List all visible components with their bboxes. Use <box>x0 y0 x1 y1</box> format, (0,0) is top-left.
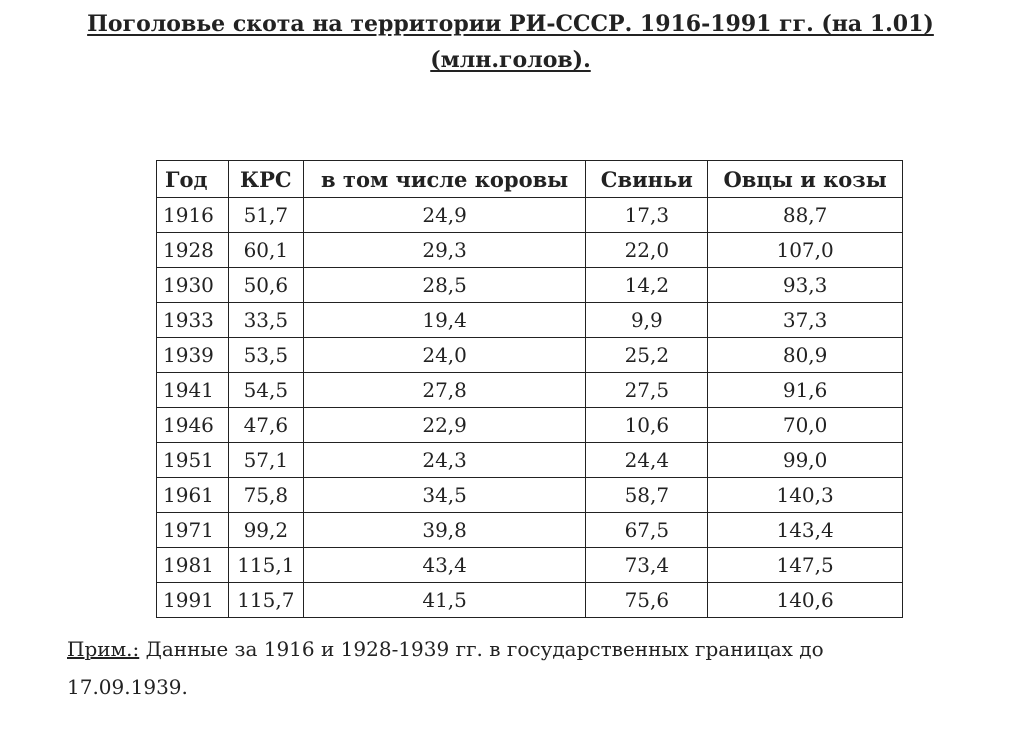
table-row <box>157 548 903 583</box>
cell-year: 1939 <box>157 338 229 373</box>
header-cattle: КРС <box>228 161 303 198</box>
cell-year: 1916 <box>157 198 229 233</box>
cell-cows: 27,8 <box>303 373 586 408</box>
footnote-label: Прим.: <box>67 637 140 661</box>
cell-sheep-goats: 70,0 <box>708 408 903 443</box>
cell-sheep-goats: 140,3 <box>708 478 903 513</box>
cell-cattle: 47,6 <box>228 408 303 443</box>
cell-sheep-goats: 80,9 <box>708 338 903 373</box>
cell-sheep-goats: 99,0 <box>708 443 903 478</box>
cell-sheep-goats: 37,3 <box>708 303 903 338</box>
cell-pigs: 10,6 <box>586 408 708 443</box>
cell-cattle: 51,7 <box>228 198 303 233</box>
table-row <box>157 303 903 338</box>
cell-sheep-goats: 107,0 <box>708 233 903 268</box>
cell-cows: 24,9 <box>303 198 586 233</box>
cell-year: 1971 <box>157 513 229 548</box>
cell-year: 1981 <box>157 548 229 583</box>
cell-year: 1951 <box>157 443 229 478</box>
cell-pigs: 67,5 <box>586 513 708 548</box>
header-cows: в том числе коровы <box>303 161 586 198</box>
table-row <box>157 338 903 373</box>
cell-cattle: 50,6 <box>228 268 303 303</box>
cell-year: 1961 <box>157 478 229 513</box>
cell-cattle: 57,1 <box>228 443 303 478</box>
cell-pigs: 25,2 <box>586 338 708 373</box>
table-row <box>157 583 903 618</box>
cell-cattle: 75,8 <box>228 478 303 513</box>
footnote-text: Данные за 1916 и 1928-1939 гг. в государственных границах до 17.09.1939. <box>67 637 824 699</box>
cell-cows: 28,5 <box>303 268 586 303</box>
cell-pigs: 75,6 <box>586 583 708 618</box>
cell-sheep-goats: 91,6 <box>708 373 903 408</box>
document-title-line1: Поголовье скота на территории РИ-СССР. 1916-1991 гг. (на 1.01) <box>87 11 934 37</box>
cell-year: 1930 <box>157 268 229 303</box>
header-year: Год <box>157 161 229 198</box>
table-row <box>157 198 903 233</box>
cell-sheep-goats: 93,3 <box>708 268 903 303</box>
cell-cows: 29,3 <box>303 233 586 268</box>
cell-pigs: 24,4 <box>586 443 708 478</box>
document-title-line2: (млн.голов). <box>430 47 591 73</box>
cell-pigs: 27,5 <box>586 373 708 408</box>
table-row <box>157 478 903 513</box>
header-sheep-goats: Овцы и козы <box>708 161 903 198</box>
cell-cattle: 60,1 <box>228 233 303 268</box>
cell-year: 1928 <box>157 233 229 268</box>
cell-cattle: 33,5 <box>228 303 303 338</box>
cell-cows: 24,3 <box>303 443 586 478</box>
cell-cattle: 53,5 <box>228 338 303 373</box>
cell-pigs: 22,0 <box>586 233 708 268</box>
cell-sheep-goats: 143,4 <box>708 513 903 548</box>
livestock-table <box>156 160 903 618</box>
cell-year: 1946 <box>157 408 229 443</box>
cell-cattle: 99,2 <box>228 513 303 548</box>
cell-pigs: 9,9 <box>586 303 708 338</box>
cell-sheep-goats: 140,6 <box>708 583 903 618</box>
cell-sheep-goats: 147,5 <box>708 548 903 583</box>
footnote <box>67 630 947 706</box>
cell-cows: 24,0 <box>303 338 586 373</box>
cell-cattle: 115,1 <box>228 548 303 583</box>
table-row <box>157 513 903 548</box>
cell-year: 1933 <box>157 303 229 338</box>
cell-year: 1941 <box>157 373 229 408</box>
cell-pigs: 14,2 <box>586 268 708 303</box>
table-row <box>157 373 903 408</box>
table-row <box>157 443 903 478</box>
cell-pigs: 58,7 <box>586 478 708 513</box>
table-row <box>157 268 903 303</box>
cell-pigs: 73,4 <box>586 548 708 583</box>
table-header-row <box>157 161 903 198</box>
cell-cows: 22,9 <box>303 408 586 443</box>
table-row <box>157 233 903 268</box>
table-row <box>157 408 903 443</box>
cell-cattle: 115,7 <box>228 583 303 618</box>
header-pigs: Свиньи <box>586 161 708 198</box>
cell-cows: 43,4 <box>303 548 586 583</box>
cell-cattle: 54,5 <box>228 373 303 408</box>
cell-cows: 39,8 <box>303 513 586 548</box>
cell-pigs: 17,3 <box>586 198 708 233</box>
cell-cows: 41,5 <box>303 583 586 618</box>
table-body <box>157 198 903 618</box>
cell-cows: 19,4 <box>303 303 586 338</box>
cell-cows: 34,5 <box>303 478 586 513</box>
cell-sheep-goats: 88,7 <box>708 198 903 233</box>
document-title <box>0 6 1021 78</box>
cell-year: 1991 <box>157 583 229 618</box>
